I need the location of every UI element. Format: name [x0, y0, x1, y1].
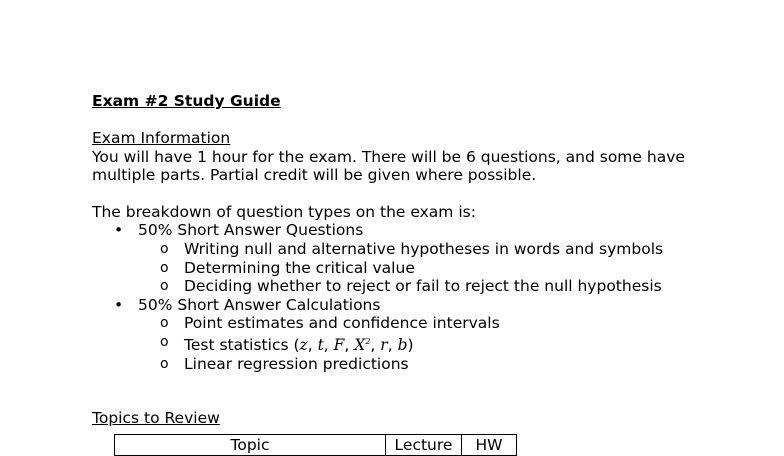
document-page	[92, 92, 752, 428]
breakdown-item-questions	[92, 221, 752, 295]
document-title: Exam #2 Study Guide	[92, 92, 281, 110]
bullet-glyph: •	[114, 221, 124, 240]
sub-list-item	[138, 240, 752, 259]
exam-info-heading: Exam Information	[92, 129, 231, 147]
breakdown-intro: The breakdown of question types on the exam is:	[92, 202, 476, 221]
sub-bullet-glyph: o	[160, 315, 169, 332]
sub-list-item	[138, 314, 752, 333]
sub-list-item	[138, 259, 752, 278]
sub-item-text: Point estimates and confidence intervals	[184, 314, 500, 333]
sub-list	[138, 240, 752, 296]
table-header-hw: HW	[462, 435, 517, 456]
sub-bullet-glyph: o	[160, 278, 169, 295]
sub-item-text: Determining the critical value	[184, 258, 415, 277]
breakdown-label: 50% Short Answer Calculations	[138, 295, 381, 314]
symbol-t: t	[317, 336, 324, 355]
test-stats-prefix: Test statistics (	[184, 336, 300, 355]
breakdown-label: 50% Short Answer Questions	[138, 221, 364, 240]
symbol-f: F	[333, 336, 345, 355]
spacer	[92, 373, 752, 409]
sub-bullet-glyph: o	[160, 240, 169, 257]
topics-heading: Topics to Review	[92, 409, 220, 428]
sub-bullet-glyph: o	[160, 355, 169, 372]
breakdown-list	[92, 221, 752, 373]
symbol-z: z	[299, 336, 308, 355]
table-header-topic: Topic	[115, 435, 386, 456]
table-header-row	[115, 435, 517, 456]
sub-item-text: Deciding whether to reject or fail to reject the null hypothesis	[184, 277, 662, 296]
topics-table	[114, 434, 517, 456]
sub-list-item	[138, 277, 752, 296]
test-stats-suffix: )	[407, 336, 414, 355]
sub-list-item-test-statistics: o Test statistics (z, t, F, $X^2$, r, b)	[160, 333, 414, 355]
table-header-lecture: Lecture	[386, 435, 462, 456]
exam-info-paragraph: You will have 1 hour for the exam. There will be 6 questions, and some have multiple parts. Partial credit will be given where possible.	[92, 147, 685, 185]
sub-list-item	[138, 355, 752, 374]
sub-item-text: Linear regression predictions	[184, 354, 409, 373]
breakdown-item-calculations	[92, 296, 752, 374]
sub-list	[138, 314, 752, 373]
spacer	[92, 111, 752, 129]
symbol-b: b	[397, 336, 408, 355]
symbol-r: r	[380, 336, 388, 355]
bullet-glyph: •	[114, 295, 124, 314]
spacer	[92, 185, 752, 203]
sub-bullet-glyph: o	[160, 259, 169, 276]
sub-item-text: Writing null and alternative hypotheses in words and symbols	[184, 239, 664, 258]
sub-bullet-glyph: o	[160, 333, 169, 350]
symbol-chi-squared: $X^2$	[354, 336, 371, 355]
